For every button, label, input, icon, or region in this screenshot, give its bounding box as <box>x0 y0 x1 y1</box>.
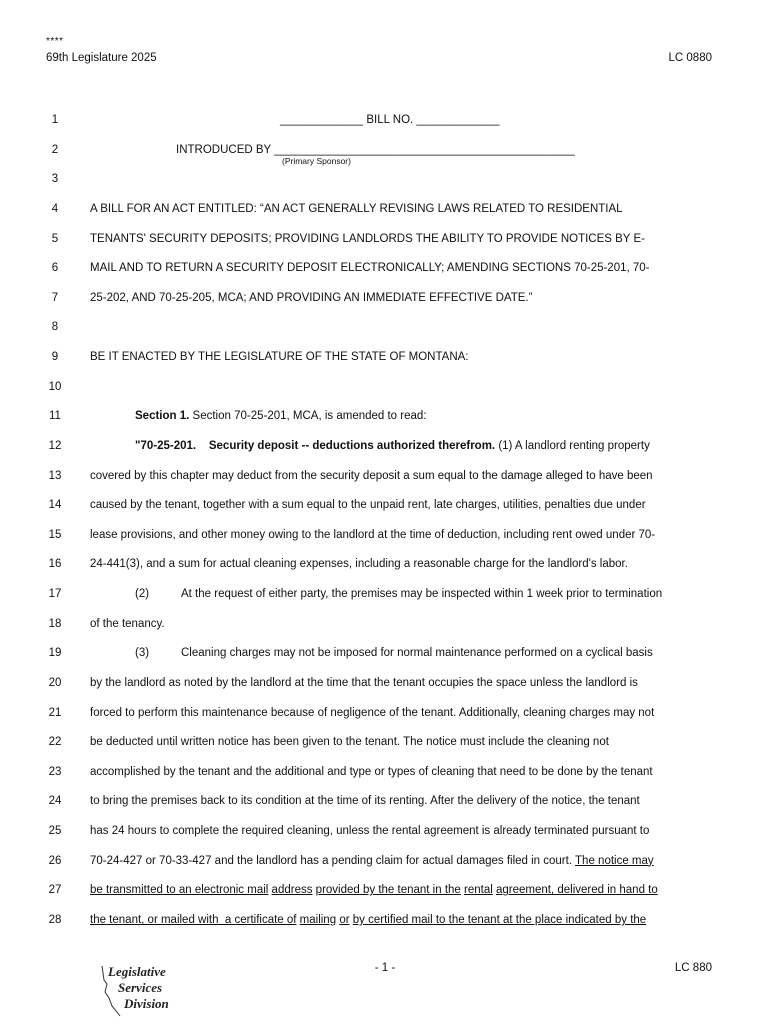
text-segment: 24-441(3), and a sum for actual cleaning expenses, including a reasonable charge for the landlord's labor. <box>90 558 628 571</box>
text-segment: to bring the premises back to its condition at the time of its renting. After the delivery of the notice, the tenant <box>90 795 640 808</box>
bill-text-line <box>90 884 658 896</box>
line-number: 13 <box>48 469 62 482</box>
bill-text-line <box>90 618 165 630</box>
inserted-text: be transmitted to an electronic mail <box>90 884 269 897</box>
logo-line-3: Division <box>124 996 169 1011</box>
bill-text-line <box>90 825 649 837</box>
subsection-number: (2) <box>135 588 150 601</box>
inserted-text: the tenant, or mailed with a certificate of <box>90 914 297 926</box>
text-segment: (1) A landlord renting property <box>495 439 650 452</box>
text-segment: lease provisions, and other money owing to the landlord at the time of deduction, including rent owed under 70- <box>90 528 656 541</box>
line-number: 1 <box>51 114 59 126</box>
text-segment: MAIL AND TO RETURN A SECURITY DEPOSIT ELECTRONICALLY; AMENDING SECTIONS 70-25-201, 70- <box>90 262 650 275</box>
bill-text-line <box>90 766 653 778</box>
bill-text-line <box>90 529 655 541</box>
inserted-text: agreement, delivered in hand to <box>496 884 658 897</box>
bill-text-line <box>90 558 628 570</box>
inserted-text: by certified mail to the tenant at the place indicated by the <box>352 914 647 926</box>
text-segment: _____________ BILL NO. _____________ <box>280 114 500 126</box>
bill-text-line <box>90 914 646 926</box>
text-segment: 70-24-427 or 70-33-427 and the landlord has a pending claim for actual damages filed in court. <box>90 854 576 867</box>
text-segment: covered by this chapter may deduct from the security deposit a sum equal to the damage alleged to have been <box>90 469 653 482</box>
subsection-number: (3) <box>135 647 150 660</box>
line-number: 27 <box>48 884 62 897</box>
bill-text-line <box>90 499 646 511</box>
bill-text-line <box>90 470 653 482</box>
primary-sponsor-note: (Primary Sponsor) <box>282 156 351 166</box>
bill-text-line <box>280 114 500 126</box>
line-number: 16 <box>48 558 62 571</box>
line-number: 2 <box>51 143 59 156</box>
line-number: 24 <box>48 795 62 808</box>
line-number: 10 <box>48 380 62 393</box>
bill-text-line <box>90 203 623 215</box>
bill-text-line <box>90 233 645 245</box>
text-segment: BE IT ENACTED BY THE LEGISLATURE OF THE STATE OF MONTANA: <box>90 351 469 364</box>
inserted-text: mailing <box>299 914 337 926</box>
bill-text-line <box>135 440 650 452</box>
line-number: 12 <box>48 439 62 452</box>
line-number: 23 <box>48 765 62 778</box>
line-number: 14 <box>48 499 62 512</box>
line-number: 28 <box>48 914 62 926</box>
line-number: 18 <box>48 617 62 630</box>
line-number: 21 <box>48 706 62 719</box>
line-number: 8 <box>51 321 59 334</box>
line-number: 4 <box>51 202 59 215</box>
bill-text-line: At the request of either party, the premises may be inspected within 1 week prior to termination <box>181 588 663 601</box>
inserted-text: The notice may <box>575 854 654 867</box>
bill-text-line <box>176 144 575 156</box>
text-segment: of the tenancy. <box>90 617 165 630</box>
text-segment: has 24 hours to complete the required cleaning, unless the rental agreement is already terminated pursuant to <box>90 825 650 838</box>
line-number: 17 <box>48 588 62 601</box>
logo-line-2: Services <box>118 980 163 995</box>
text-segment: INTRODUCED BY _______________________________________________ <box>176 143 575 156</box>
line-number: 20 <box>48 676 62 689</box>
bill-text-line <box>135 410 427 422</box>
inserted-text: provided by the tenant in the <box>315 884 461 897</box>
text-segment: caused by the tenant, together with a sum equal to the unpaid rent, late charges, utilities, penalties due under <box>90 499 646 512</box>
page-number: - 1 - <box>374 962 396 974</box>
text-segment: by the landlord as noted by the landlord at the time that the tenant occupies the space unless the landlord is <box>90 676 638 689</box>
bill-text-line <box>90 707 654 719</box>
bill-text-line <box>90 262 650 274</box>
line-number: 9 <box>51 351 59 364</box>
bold-text: Section 1. <box>135 410 190 423</box>
line-number: 5 <box>51 232 59 245</box>
bill-text-line <box>90 351 469 363</box>
line-number: 15 <box>48 528 62 541</box>
text-segment: be deducted until written notice has been given to the tenant. The notice must include the cleaning not <box>90 736 609 749</box>
inserted-text: rental <box>464 884 493 897</box>
inserted-text: or <box>339 914 350 926</box>
line-number: 25 <box>48 825 62 838</box>
text-segment: accomplished by the tenant and the additional and type or types of cleaning that need to be done by the tenant <box>90 765 653 778</box>
header-stars: **** <box>46 36 64 47</box>
bill-text-line: Cleaning charges may not be imposed for normal maintenance performed on a cyclical basis <box>181 647 653 660</box>
bill-text-line <box>90 795 640 807</box>
footer-lc-number: LC 880 <box>674 962 712 974</box>
header-legislature: 69th Legislature 2025 <box>46 52 157 64</box>
bill-text-line <box>90 677 638 689</box>
line-number: 7 <box>51 291 59 304</box>
text-segment: Section 70-25-201, MCA, is amended to read: <box>189 410 427 423</box>
text-segment: forced to perform this maintenance because of negligence of the tenant. Additionally, cleaning charges may not <box>90 706 655 719</box>
text-segment: TENANTS' SECURITY DEPOSITS; PROVIDING LANDLORDS THE ABILITY TO PROVIDE NOTICES BY E- <box>90 232 645 245</box>
inserted-text: address <box>271 884 313 897</box>
header-lc-number: LC 0880 <box>668 52 712 64</box>
bill-text-line <box>90 855 654 867</box>
line-number: 3 <box>51 173 59 186</box>
line-number: 26 <box>48 854 62 867</box>
logo-line-1: Legislative <box>108 964 166 979</box>
bold-text: "70-25-201. Security deposit -- deductions authorized therefrom. <box>135 439 496 452</box>
line-number: 19 <box>48 647 62 660</box>
line-number: 11 <box>49 410 61 423</box>
line-number: 22 <box>48 736 62 749</box>
text-segment: A BILL FOR AN ACT ENTITLED: “AN ACT GENERALLY REVISING LAWS RELATED TO RESIDENTIAL <box>90 202 623 215</box>
bill-text-line <box>90 292 532 304</box>
bill-text-line <box>90 736 609 748</box>
line-number: 6 <box>51 262 59 275</box>
text-segment: 25-202, AND 70-25-205, MCA; AND PROVIDING AN IMMEDIATE EFFECTIVE DATE.” <box>90 291 533 304</box>
